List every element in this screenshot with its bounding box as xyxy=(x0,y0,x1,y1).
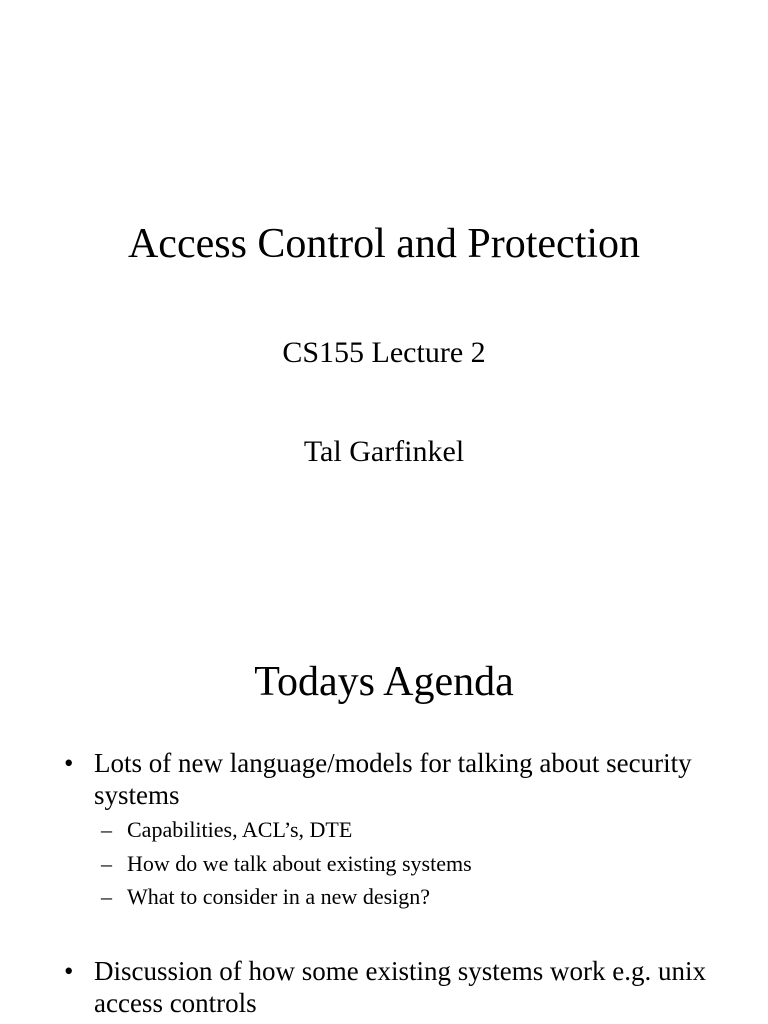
bullet-text: Discussion of how some existing systems work e.g. unix access controls xyxy=(94,956,706,1018)
bullet-marker: • xyxy=(64,748,74,778)
agenda-subitem xyxy=(101,815,741,845)
course-subtitle: CS155 Lecture 2 xyxy=(282,336,486,369)
subitem-marker: – xyxy=(101,817,112,842)
agenda-subitem xyxy=(101,849,741,879)
subitem-marker: – xyxy=(101,851,112,876)
author-name: Tal Garfinkel xyxy=(303,435,465,468)
subitem-marker: – xyxy=(101,884,112,909)
agenda-subitem xyxy=(101,882,741,912)
bullet-text: Lots of new language/models for talking about security systems xyxy=(94,748,692,810)
agenda-bullet xyxy=(64,955,744,1019)
agenda-bullet xyxy=(64,747,744,811)
subitem-text: How do we talk about existing systems xyxy=(127,851,472,876)
agenda-title: Todays Agenda xyxy=(254,659,514,705)
bullet-marker: • xyxy=(64,956,74,986)
slide-title: Access Control and Protection xyxy=(127,221,641,267)
subitem-text: Capabilities, ACL’s, DTE xyxy=(127,817,353,842)
subitem-text: What to consider in a new design? xyxy=(127,884,431,909)
agenda-slide xyxy=(0,580,768,1024)
